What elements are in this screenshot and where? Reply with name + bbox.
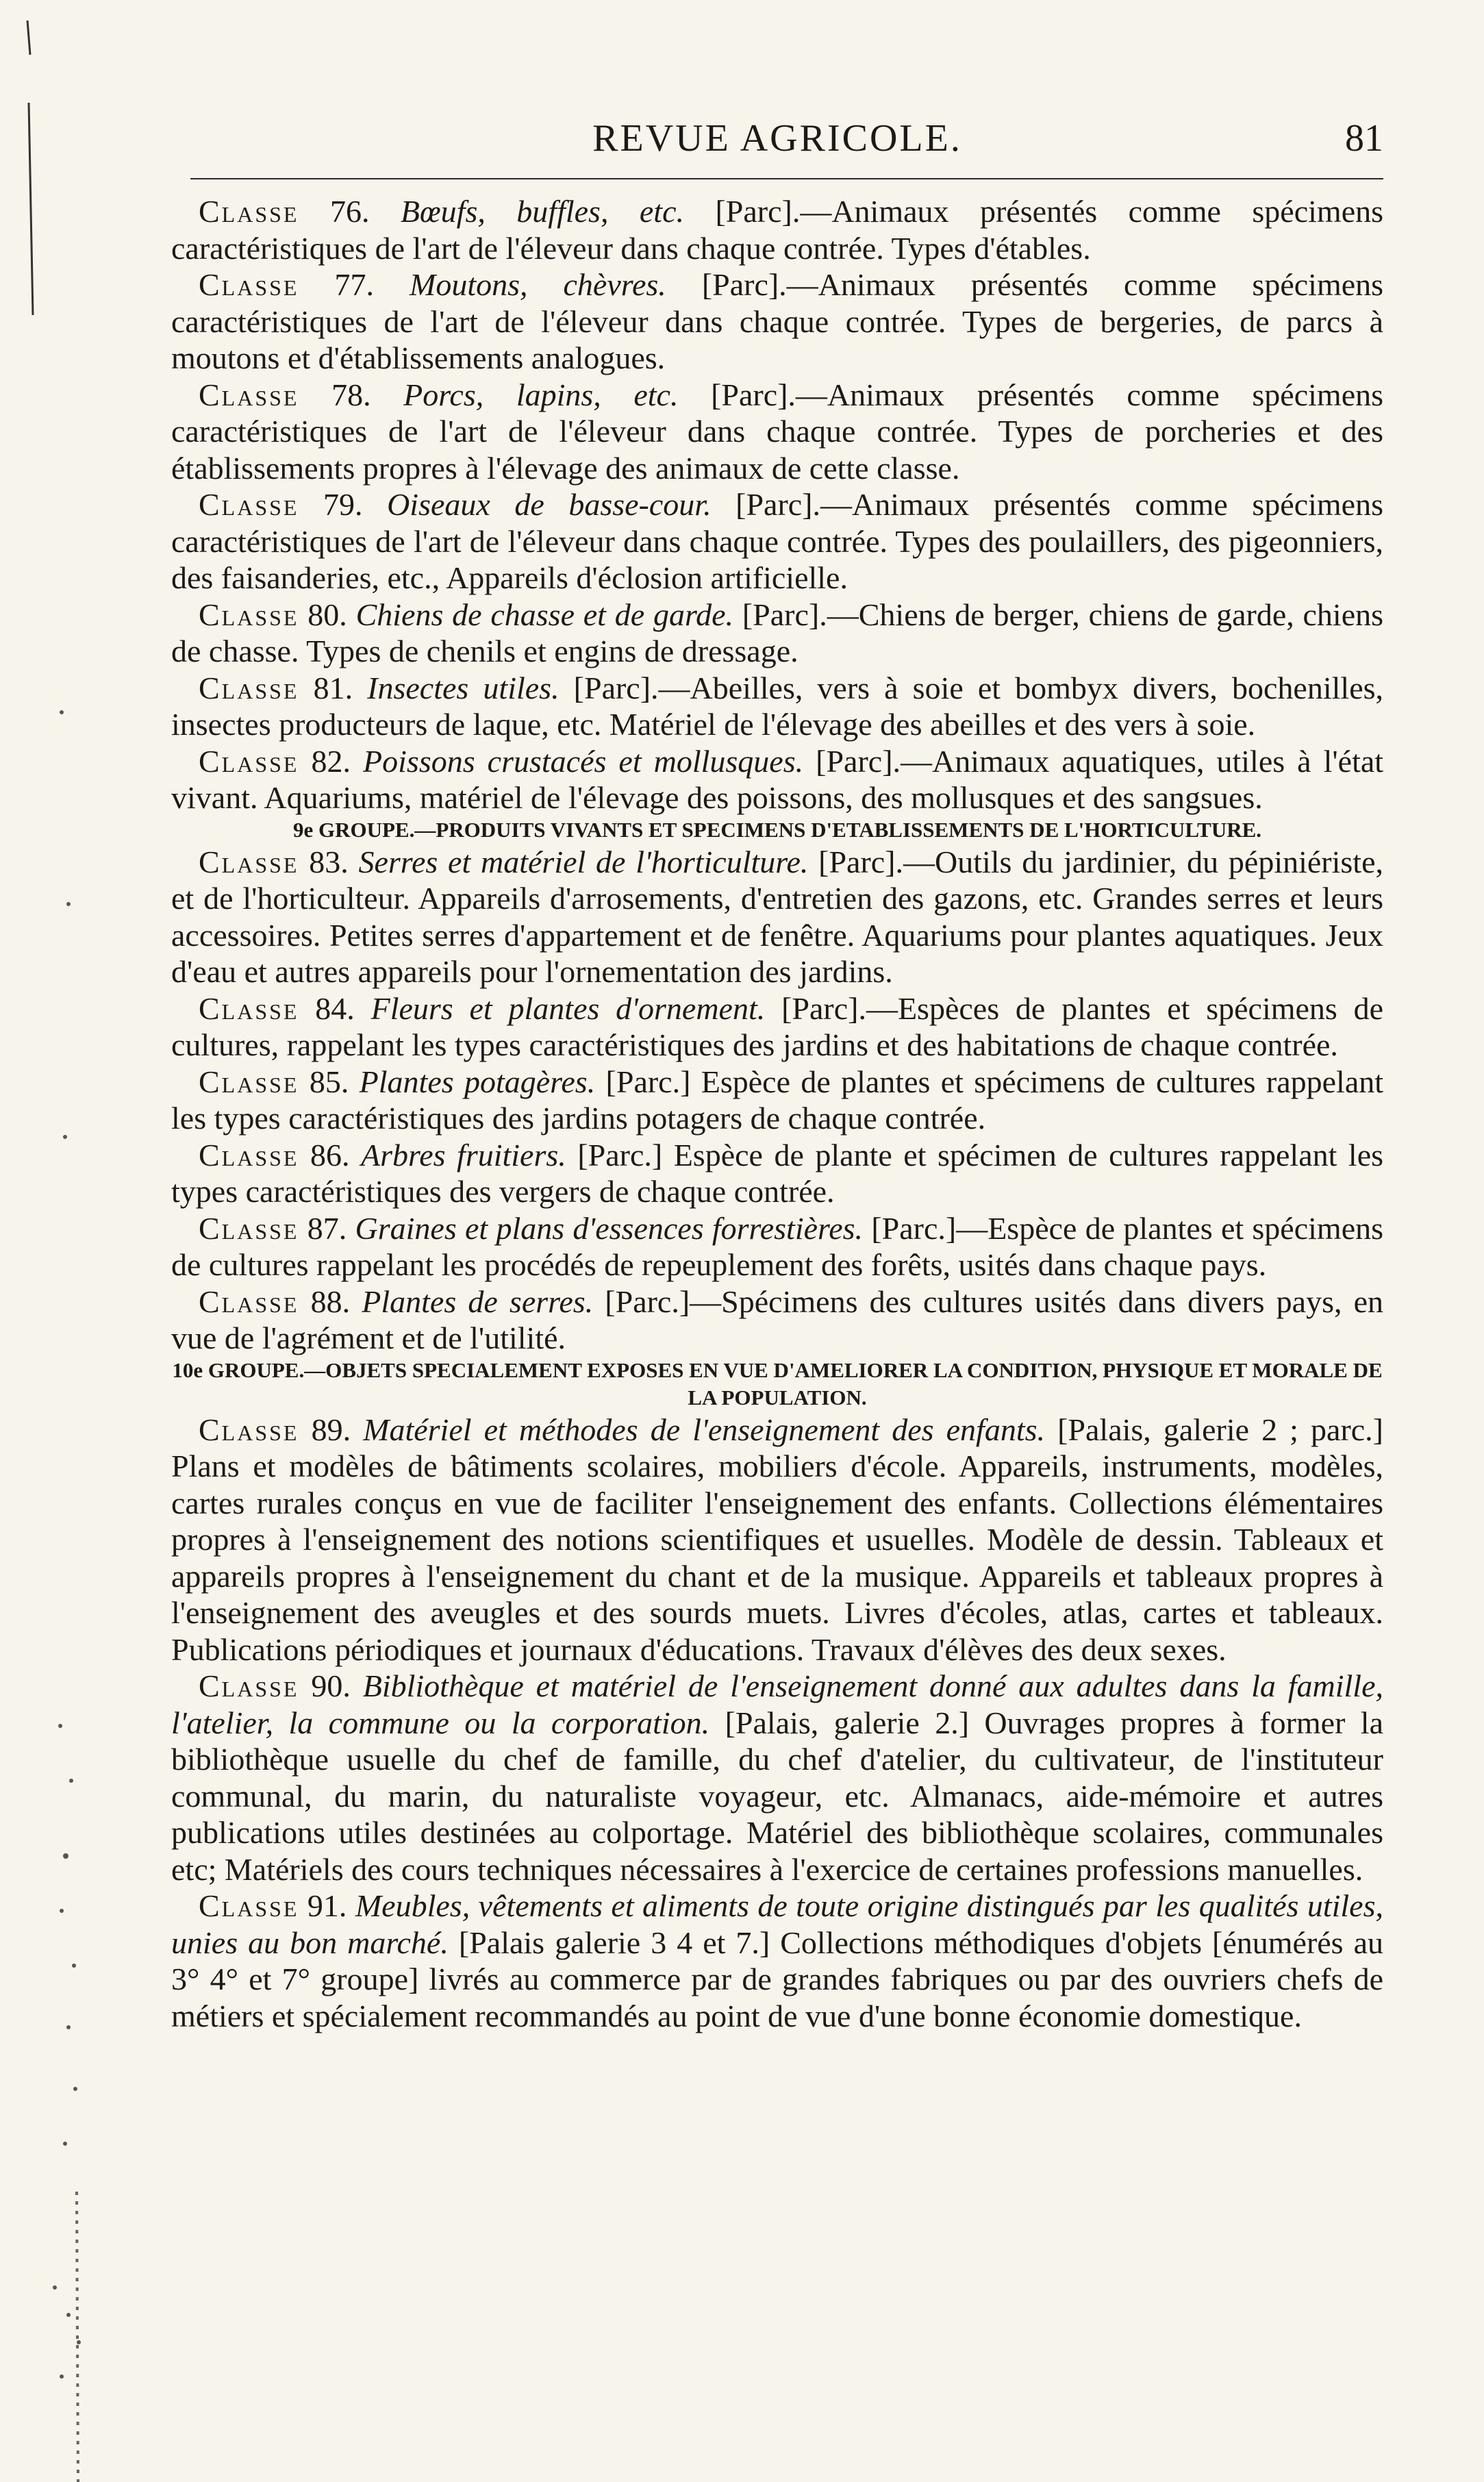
- class-entry: [171, 1668, 1383, 1888]
- class-number: 84.: [315, 990, 355, 1026]
- class-title: Arbres fruitiers.: [361, 1137, 566, 1173]
- class-entry: [171, 486, 1383, 597]
- page-header: [171, 116, 1383, 178]
- class-number: 86.: [310, 1137, 350, 1173]
- class-description: [Parc.] Espèce de plantes et spécimens de cultures rappelant les types caractéristiques des jardins potagers de chaque contrée.: [171, 1064, 1384, 1136]
- class-label: Classe: [199, 267, 299, 302]
- class-description: [Parc].—Animaux présentés comme spécimens caractéristiques de l'art de l'éleveur dans chaque contrée. Types de bergeries, de parcs à moutons et d'établissements analogues.: [171, 267, 1384, 375]
- class-description: [Palais galerie 3 4 et 7.] Collections méthodiques d'objets [énumérés au 3° 4° et 7° groupe] livrés au commerce par de grandes fabriques ou par des ouvriers chefs de métiers et spécialement recommandés au point de vue d'une bonne économie domestique.: [171, 1925, 1383, 2033]
- class-label: Classe: [199, 844, 299, 879]
- class-label: Classe: [199, 1283, 299, 1319]
- class-description: [Parc].—Chiens de berger, chiens de garde, chiens de chasse. Types de chenils et engins de dressage.: [171, 597, 1384, 668]
- class-label: Classe: [199, 1064, 299, 1099]
- class-number: 79.: [323, 487, 363, 522]
- class-number: 90.: [311, 1668, 351, 1703]
- class-number: 88.: [310, 1283, 351, 1319]
- class-label: Classe: [199, 377, 299, 412]
- class-entry: [171, 266, 1383, 377]
- class-entry: [171, 743, 1383, 816]
- class-description: [Parc.] Espèce de plante et spécimen de cultures rappelant les types caractéristiques des vergers de chaque contrée.: [171, 1137, 1384, 1209]
- class-title: Porcs, lapins, etc.: [403, 377, 679, 412]
- class-title: Moutons, chèvres.: [410, 267, 666, 302]
- class-title: Poissons crustacés et mollusques.: [363, 743, 804, 779]
- class-title: Chiens de chasse et de garde.: [355, 597, 734, 632]
- class-number: 91.: [307, 1888, 347, 1923]
- class-number: 76.: [329, 194, 370, 229]
- class-entry: [171, 844, 1383, 990]
- class-entry: [171, 1137, 1383, 1210]
- class-number: 81.: [313, 670, 353, 705]
- class-title: Plantes potagères.: [359, 1064, 596, 1099]
- class-title: Bibliothèque et matériel de l'enseignement donné aux adultes dans la famille, l'atelier, la commune ou la corporation.: [171, 1668, 1384, 1740]
- class-label: Classe: [199, 1210, 299, 1246]
- class-entry: [171, 377, 1383, 487]
- group-heading: 9e GROUPE.—PRODUITS VIVANTS ET SPECIMENS D'ETABLISSEMENTS DE L'HORTICULTURE.: [292, 817, 1262, 842]
- class-description: [Parc].—Espèces de plantes et spécimens de cultures, rappelant les types caractéristiques des jardins et des habitations de chaque contrée.: [171, 990, 1384, 1062]
- class-description: [Palais, galerie 2.] Ouvrages propres à former la bibliothèque usuelle du chef de famille, du chef d'atelier, du cultivateur, de l'instituteur communal, du marin, du naturaliste voyageur, etc. Almanacs, aide-mémoire et autres publications utiles destinées au colportage. Matériel des bibliothèque scolaires, communales etc; Matériels des cours techniques nécessaires à l'exercice de certaines professions manuelles.: [171, 1705, 1384, 1887]
- class-description: [Parc].—Animaux présentés comme spécimens caractéristiques de l'art de l'éleveur dans chaque contrée. Types de porcheries et des établissements propres à l'élevage des animaux de cette classe.: [171, 377, 1384, 486]
- class-label: Classe: [199, 1412, 299, 1447]
- class-entry: [171, 1210, 1383, 1283]
- running-title: REVUE AGRICOLE.: [592, 117, 962, 160]
- class-title: Graines et plans d'essences forrestières.: [355, 1210, 864, 1246]
- class-description: [Parc].—Animaux présentés comme spécimens caractéristiques de l'art de l'éleveur dans chaque contrée. Types d'étables.: [171, 194, 1384, 266]
- class-label: Classe: [199, 1668, 299, 1703]
- class-description: [Parc].—Outils du jardinier, du pépiniériste, et de l'horticulteur. Appareils d'arrosements, d'entretien des gazons, etc. Grandes serres et leurs accessoires. Petites serres d'appartement et de fenêtre. Aquariums pour plantes aquatiques. Jeux d'eau et autres appareils pour l'ornementation des jardins.: [171, 844, 1383, 989]
- class-description: [Palais, galerie 2 ; parc.] Plans et modèles de bâtiments scolaires, mobiliers d'école. Appareils, instruments, modèles, cartes rurales conçus en vue de faciliter l'enseignement des enfants. Collections élémentaires propres à l'enseignement des notions scientifiques et usuelles. Modèle de dessin. Tableaux et appareils propres à l'enseignement du chant et de la musique. Appareils et tableaux propres à l'enseignement des aveugles et des sourds muets. Livres d'écoles, atlas, cartes et tableaux. Publications périodiques et journaux d'éducations. Travaux d'élèves des deux sexes.: [171, 1412, 1383, 1667]
- class-number: 82.: [311, 743, 351, 779]
- class-entry: [171, 1888, 1383, 2034]
- class-label: Classe: [199, 1888, 299, 1923]
- class-label: Classe: [199, 1137, 299, 1173]
- class-number: 83.: [309, 844, 349, 879]
- class-description: [Parc.]—Spécimens des cultures usités dans divers pays, en vue de l'agrément et de l'utilité.: [171, 1283, 1384, 1355]
- class-description: [Parc].—Animaux aquatiques, utiles à l'état vivant. Aquariums, matériel de l'élevage des poissons, des mollusques et des sangsues.: [171, 743, 1384, 815]
- group-heading: 10e GROUPE.—OBJETS SPECIALEMENT EXPOSES EN VUE D'AMELIORER LA CONDITION, PHYSIQUE ET MORALE DE LA POPULATION.: [172, 1357, 1383, 1409]
- class-title: Matériel et méthodes de l'enseignement des enfants.: [363, 1412, 1046, 1447]
- class-entry: [171, 597, 1383, 670]
- page-edge-bleed: [0, 0, 82, 2482]
- class-number: 78.: [331, 377, 371, 412]
- class-title: Oiseaux de basse-cour.: [387, 487, 712, 522]
- class-title: Insectes utiles.: [367, 670, 559, 705]
- class-title: Plantes de serres.: [362, 1283, 594, 1319]
- class-entry: [171, 193, 1383, 266]
- class-label: Classe: [199, 597, 299, 632]
- class-label: Classe: [199, 990, 299, 1026]
- class-number: 87.: [307, 1210, 347, 1246]
- main-text: [171, 193, 1383, 2034]
- class-label: Classe: [199, 743, 299, 779]
- class-description: [Parc].—Abeilles, vers à soie et bombyx divers, bochenilles, insectes producteurs de laque, etc. Matériel de l'élevage des abeilles et des vers à soie.: [171, 670, 1384, 742]
- class-number: 80.: [307, 597, 347, 632]
- class-entry: [171, 1064, 1383, 1137]
- class-entry: [171, 670, 1383, 743]
- page: [171, 116, 1383, 2034]
- class-label: Classe: [199, 670, 299, 705]
- class-entry: [171, 1283, 1383, 1357]
- class-title: Bœufs, buffles, etc.: [400, 194, 685, 229]
- class-title: Meubles, vêtements et aliments de toute origine distingués par les qualités utiles, unies au bon marché.: [171, 1888, 1384, 1960]
- header-rule: [190, 178, 1383, 179]
- class-description: [Parc].—Animaux présentés comme spécimens caractéristiques de l'art de l'éleveur dans chaque contrée. Types des poulaillers, des pigeonniers, des faisanderies, etc., Appareils d'éclosion artificielle.: [171, 487, 1383, 595]
- class-title: Serres et matériel de l'horticulture.: [358, 844, 809, 879]
- class-label: Classe: [199, 487, 299, 522]
- class-entry: [171, 990, 1383, 1064]
- class-number: 85.: [309, 1064, 349, 1099]
- class-title: Fleurs et plantes d'ornement.: [370, 990, 766, 1026]
- class-description: [Parc.]—Espèce de plantes et spécimens de cultures rappelant les procédés de repeuplement des forêts, usités dans chaque pays.: [171, 1210, 1384, 1282]
- class-number: 77.: [334, 267, 374, 302]
- page-number: 81: [1345, 117, 1383, 160]
- class-entry: [171, 1412, 1383, 1668]
- class-number: 89.: [311, 1412, 351, 1447]
- class-label: Classe: [199, 194, 299, 229]
